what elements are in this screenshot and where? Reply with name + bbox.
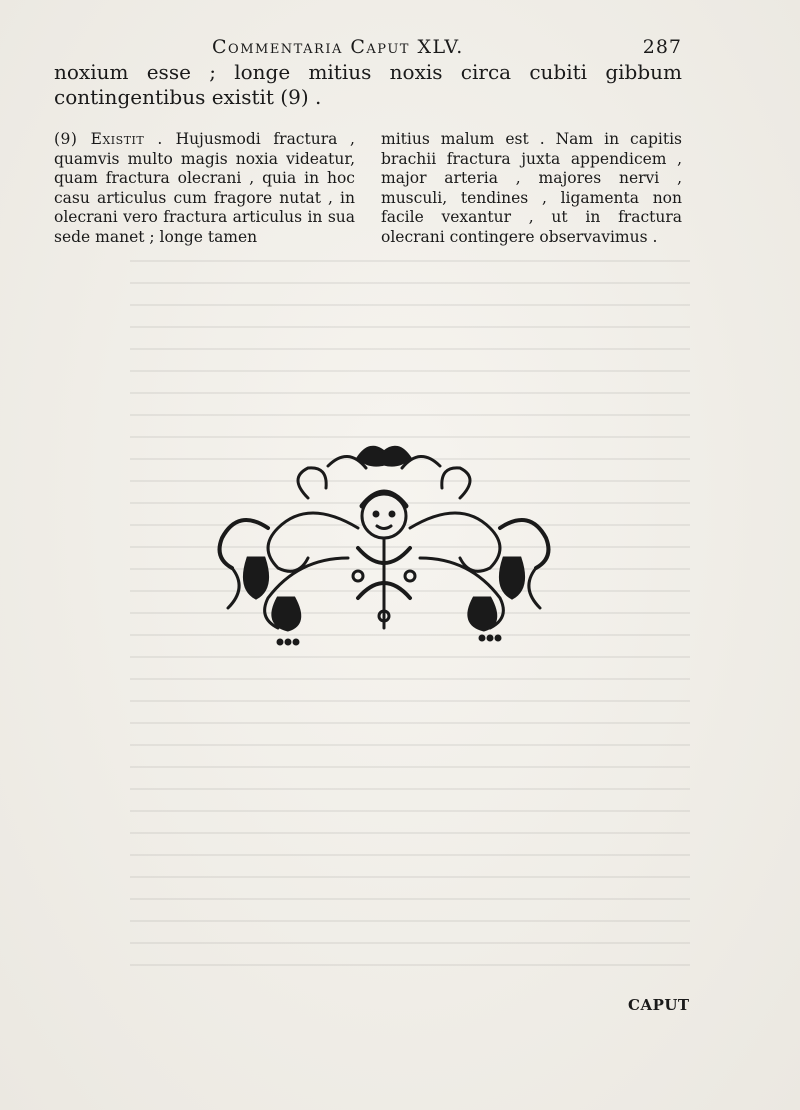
main-text: noxium esse ; longe mitius noxis circa cubiti gibbum contingentibus existit (9) . <box>54 60 682 109</box>
note-label: (9) Existit . <box>54 130 163 148</box>
catchword: CAPUT <box>628 996 690 1014</box>
running-title: Commentaria Caput XLV. <box>212 36 464 58</box>
running-header <box>212 36 682 58</box>
floral-cherub-tailpiece-icon <box>208 438 560 648</box>
note-text-right: mitius malum est . Nam in capitis brachii fractura juxta appendicem , major arteria , majores nervi , musculi, tendines , ligamenta non facile vexantur , ut in fractura olecrani contingere observavimus . <box>381 130 682 246</box>
note-text-left: Hujusmodi fractura , quamvis multo magis noxia videatur, quam fractura olecrani , quia in hoc casu articulus cum fragore nutat , in olecrani vero fractura articulus in sua sede manet ; longe tamen <box>54 130 355 246</box>
note-column-left <box>54 130 355 247</box>
page-number: 287 <box>642 36 682 58</box>
footnotes <box>54 130 682 247</box>
note-column-right <box>381 130 682 247</box>
